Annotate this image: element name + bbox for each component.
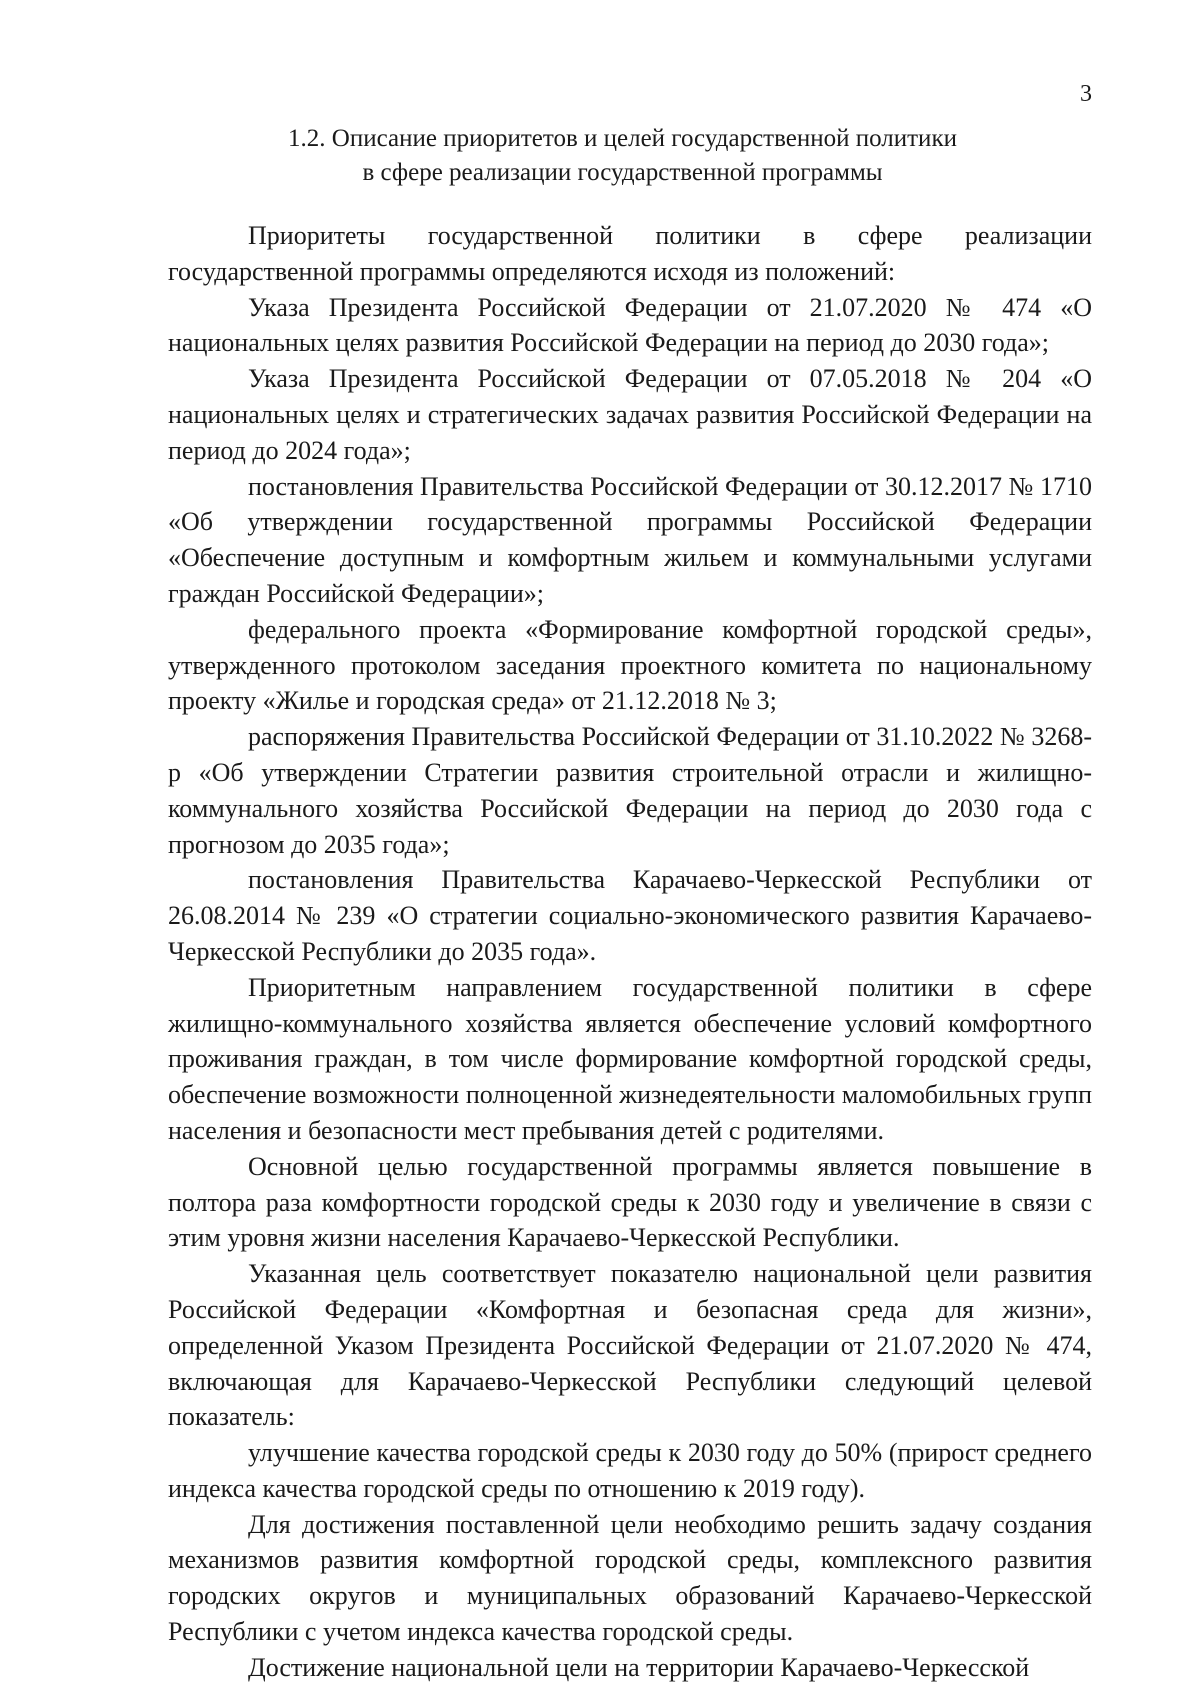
document-body [168,218,1092,1686]
paragraph-target-value: улучшение качества городской среды к 2030 году до 50% (прирост среднего индекса качества городской среды по отношению к 2019 году). [168,1438,1092,1503]
paragraph-goal-indicator: Указанная цель соответствует показателю национальной цели развития Российской Федерации «Комфортная и безопасная среда для жизни», определенной Указом Президента Российской Федерации от 21.07.2020 № 474, включающая для Карачаево-Черкесской Республики следующий целевой показатель: [168,1259,1092,1432]
paragraph-priority-direction: Приоритетным направлением государственной политики в сфере жилищно-коммунального хозяйства является обеспечение условий комфортного проживания граждан, в том числе формирование комфортной городской среды, обеспечение возможности полноценной жизнедеятельности маломобильных групп населения и безопасности мест пребывания детей с родителями. [168,972,1092,1145]
section-heading [160,122,1085,190]
section-heading-line-2: в сфере реализации государственной программы [362,159,883,186]
paragraph-priorities-intro: Приоритеты государственной политики в сфере реализации государственной программы определяются исходя из положений: [168,221,1092,286]
paragraph-task: Для достижения поставленной цели необходимо решить задачу создания механизмов развития комфортной городской среды, комплексного развития городских округов и муниципальных образований Карачаево-Черкесской Республики с учетом индекса качества городской среды. [168,1509,1092,1647]
paragraph-main-goal: Основной целью государственной программы является повышение в полтора раза комфортности городской среды к 2030 году и увеличение в связи с этим уровня жизни населения Карачаево-Черкесской Республики. [168,1151,1092,1253]
paragraph-decree-204: Указа Президента Российской Федерации от 07.05.2018 № 204 «О национальных целях и стратегических задачах развития Российской Федерации на период до 2024 года»; [168,364,1092,465]
paragraph-achievement: Достижение национальной цели на территории Карачаево-Черкесской [248,1652,1030,1682]
paragraph-federal-project: федерального проекта «Формирование комфортной городской среды», утвержденного протоколом заседания проектного комитета по национальному проекту «Жилье и городская среда» от 21.12.2018 № 3; [168,614,1092,716]
paragraph-order-3268: распоряжения Правительства Российской Федерации от 31.10.2022 № 3268-р «Об утверждении Стратегии развития строительной отрасли и жилищно-коммунального хозяйства Российской Федерации на период до 2030 года с прогнозом до 2035 года»; [168,722,1092,859]
page-number: 3 [1080,81,1092,107]
paragraph-resolution-1710: постановления Правительства Российской Федерации от 30.12.2017 № 1710 «Об утверждении государственной программы Российской Федерации «Обеспечение доступным и комфортным жильем и коммунальными услугами граждан Российской Федерации»; [168,471,1092,608]
section-heading-line-1: 1.2. Описание приоритетов и целей государственной политики [288,125,957,152]
paragraph-resolution-239: постановления Правительства Карачаево-Черкесской Республики от 26.08.2014 № 239 «О стратегии социально-экономического развития Карачаево-Черкесской Республики до 2035 года». [168,865,1092,966]
paragraph-decree-474: Указа Президента Российской Федерации от 21.07.2020 № 474 «О национальных целях развития Российской Федерации на период до 2030 года»; [168,292,1092,358]
